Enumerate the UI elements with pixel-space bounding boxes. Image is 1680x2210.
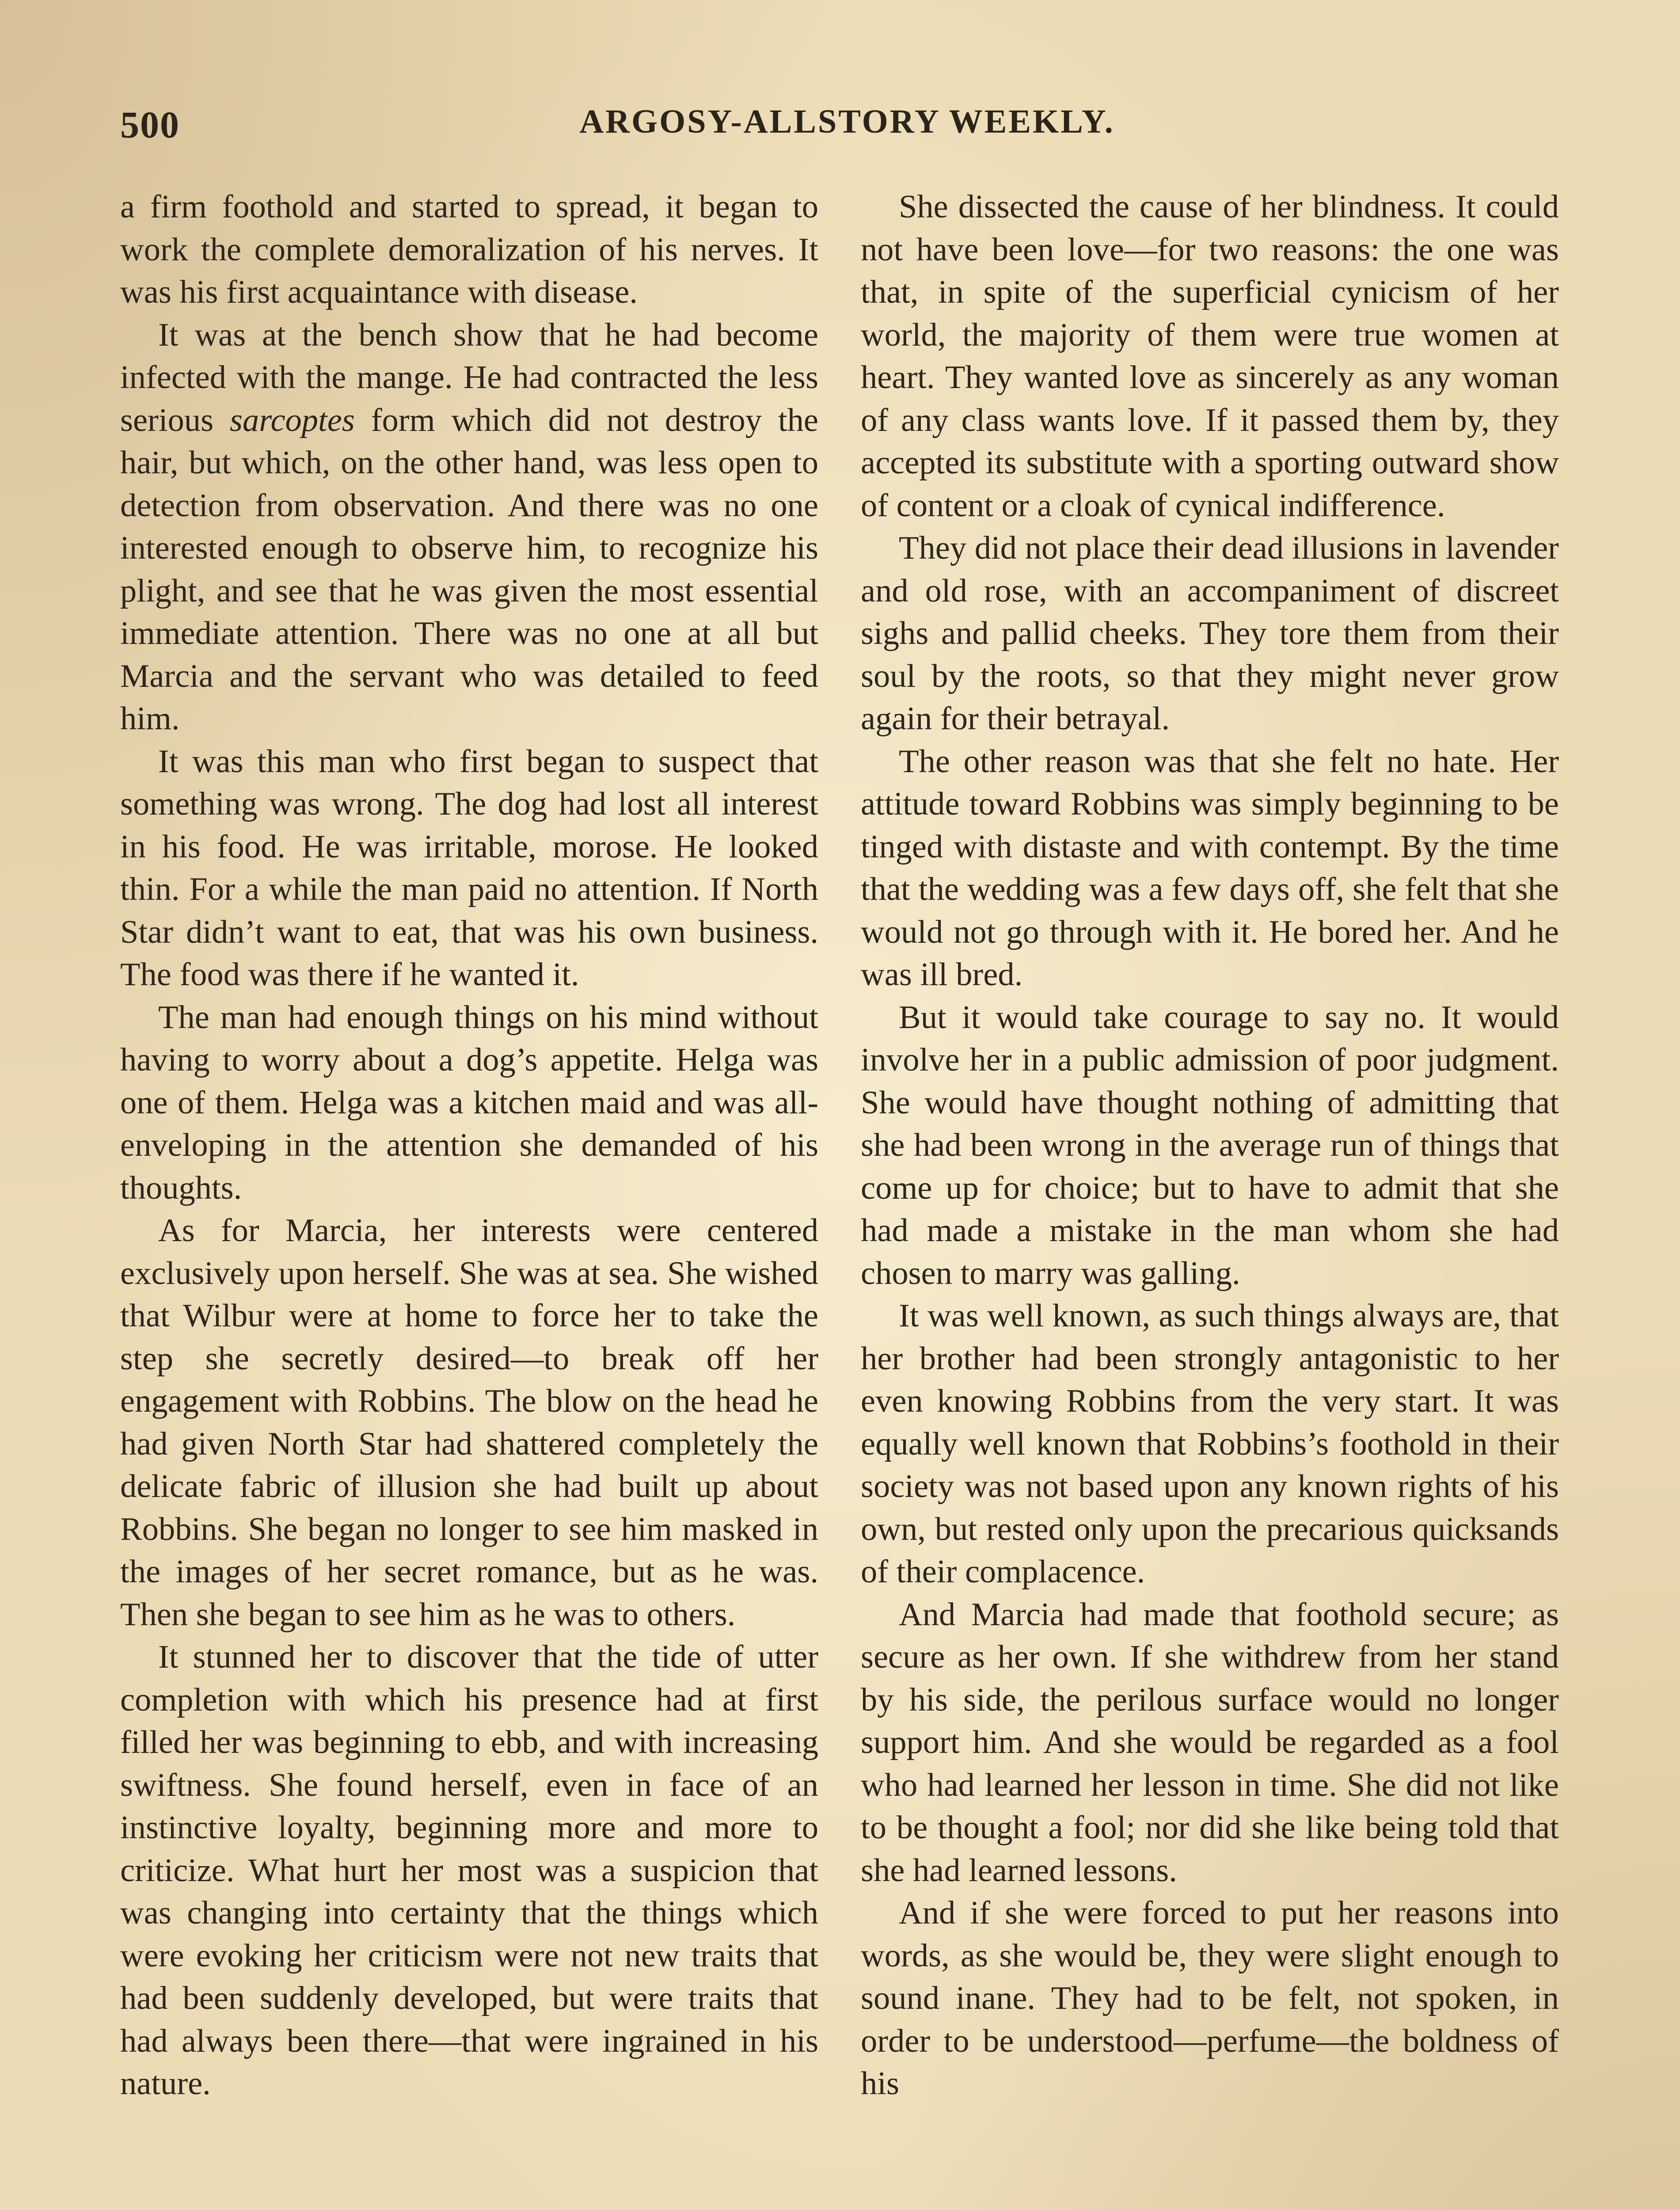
paragraph: The other reason was that she felt no hate. Her attitude toward Robbins was simply beginning to be tinged with distaste and with contempt. By the time that the wedding was a few days off, she felt that she would not go through with it. He bored her. And he was ill bred. bbox=[861, 743, 1559, 993]
paragraph: It stunned her to discover that the tide of utter completion with which his presence had at first filled her was beginning to ebb, and with increasing swiftness. She found herself, even in face of an instinctive loyalty, beginning more and more to criticize. What hurt her most was a suspicion that was changing into certainty that the things which were evoking her criticism were not new traits that had been suddenly developed, but were traits that had always been there—that were ingrained in his nature. bbox=[120, 1639, 818, 2102]
paragraph: It was well known, as such things always are, that her brother had been strongly antagonistic to her even knowing Robbins from the very start. It was equally well known that Robbins’s foothold in their society was not based upon any known rights of his own, but rested only upon the precarious quicksands of their complacence. bbox=[861, 1298, 1559, 1590]
paragraph: As for Marcia, her interests were centered exclusively upon herself. She was at sea. She wished that Wilbur were at home to force her to take the step she secretly desired—to break off her engagement with Robbins. The blow on the head he had given North Star had shattered completely the delicate fabric of illusion she had built up about Robbins. She began no longer to see him masked in the images of her secret romance, but as he was. Then she began to see him as he was to others. bbox=[120, 1212, 818, 1633]
paragraph: They did not place their dead illusions in lavender and old rose, with an accompaniment of discreet sighs and pallid cheeks. They tore them from their soul by the roots, so that they might never grow again for their betrayal. bbox=[861, 530, 1559, 737]
paragraph: The man had enough things on his mind without having to worry about a dog’s appetite. Helga was one of them. Helga was a kitchen maid and was all-enveloping in the attention she demanded of his thoughts. bbox=[120, 999, 818, 1206]
paragraph: But it would take courage to say no. It would involve her in a public admission of poor judgment. She would have thought nothing of admitting that she had been wrong in the average run of things that come up for choice; but to have to admit that she had made a mistake in the man whom she had chosen to marry was galling. bbox=[861, 999, 1559, 1292]
italic-term: sarcoptes bbox=[230, 402, 355, 438]
paragraph: a firm foothold and started to spread, it began to work the complete demoralization of his nerves. It was his first acquaintance with disease. bbox=[120, 189, 818, 310]
paragraph: And if she were forced to put her reasons into words, as she would be, they were slight enough to sound inane. They had to be felt, not spoken, in order to be understood—perfume—the boldness of his bbox=[861, 1895, 1559, 2102]
page-header bbox=[120, 103, 1574, 156]
paragraph: It was at the bench show that he had become infected with the mange. He had contracted the less serious sarcoptes form which did not destroy the hair, but which, on the other hand, was less open to detection from observation. And there was no one interested enough to observe him, to recognize his plight, and see that he was given the most essential immediate attention. There was no one at all but Marcia and the servant who was detailed to feed him. bbox=[120, 316, 818, 737]
page-number: 500 bbox=[120, 103, 180, 146]
paragraph: And Marcia had made that foothold secure; as secure as her own. If she withdrew from her stand by his side, the perilous surface would no longer support him. And she would be regarded as a fool who had learned her lesson in time. She did not like to be thought a fool; nor did she like being told that she had learned lessons. bbox=[861, 1596, 1559, 1889]
left-column bbox=[120, 186, 818, 2105]
paragraph: She dissected the cause of her blindness. It could not have been love—for two reasons: the one was that, in spite of the superficial cynicism of her world, the majority of them were true women at heart. They wanted love as sincerely as any woman of any class wants love. If it passed them by, they accepted its substitute with a sporting outward show of content or a cloak of cynical indifference. bbox=[861, 189, 1559, 524]
running-title: ARGOSY-ALLSTORY WEEKLY. bbox=[579, 103, 1115, 140]
paragraph: It was this man who first began to suspect that something was wrong. The dog had lost all interest in his food. He was irritable, morose. He looked thin. For a while the man paid no attention. If North Star didn’t want to eat, that was his own business. The food was there if he wanted it. bbox=[120, 743, 818, 993]
right-column bbox=[861, 186, 1559, 2105]
